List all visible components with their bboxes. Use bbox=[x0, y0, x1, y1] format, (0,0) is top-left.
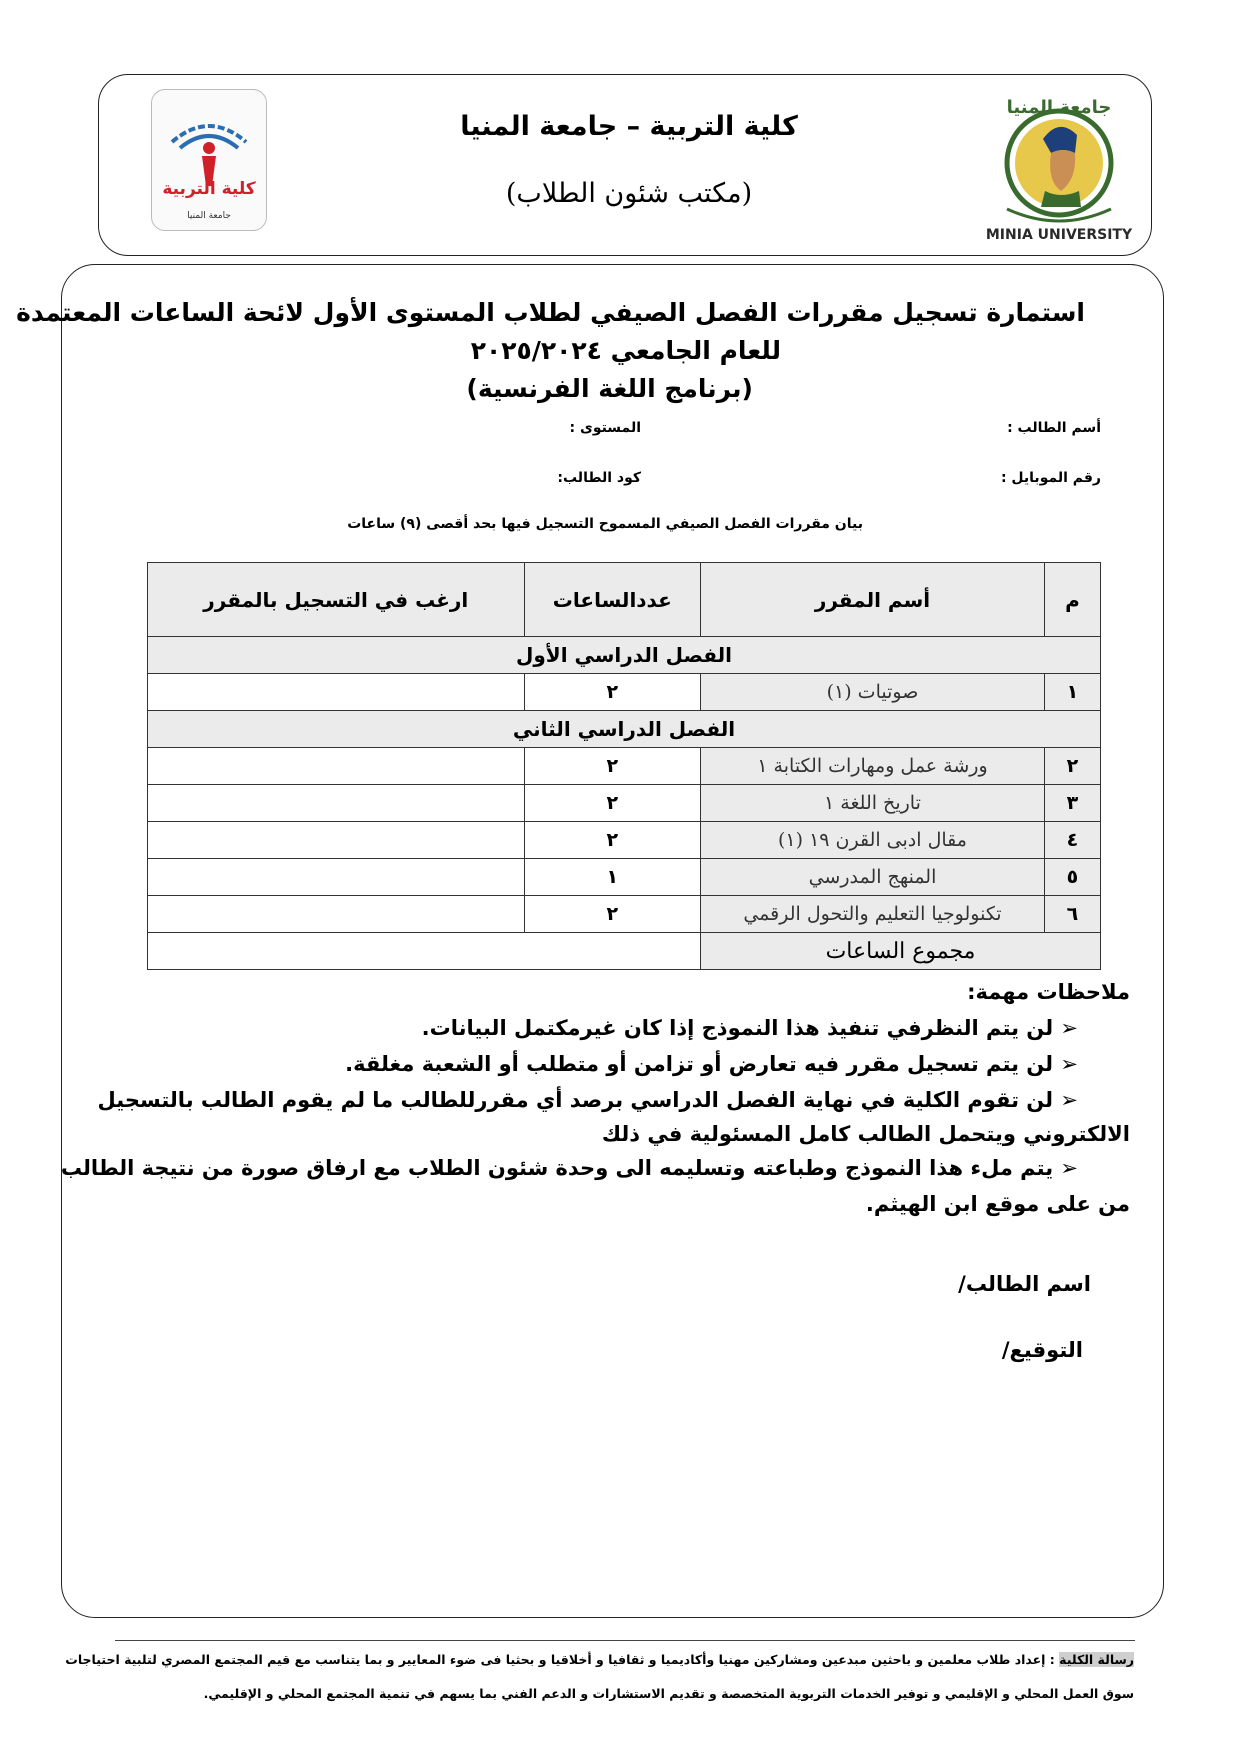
logo-english-text: MINIA UNIVERSITY bbox=[985, 227, 1133, 243]
note-item: ➢ لن تقوم الكلية في نهاية الفصل الدراسي برصد أي مقررللطالب ما لم يقوم الطالب بالتسجيل bbox=[97, 1088, 1078, 1112]
row-hours: ١ bbox=[524, 859, 701, 896]
row-num: ٣ bbox=[1044, 785, 1100, 822]
table-row bbox=[148, 896, 1101, 933]
footer-line2: سوق العمل المحلي و الإقليمي و توفير الخدمات التربوية المتخصصة و تقديم الاستشارات و الدعم الفني بما يسهم في تنمية المجتمع المحلي و الإقليمي. bbox=[203, 1686, 1134, 1701]
row-hours: ٢ bbox=[524, 896, 701, 933]
row-num: ٢ bbox=[1044, 748, 1100, 785]
bullet-icon: ➢ bbox=[1060, 1088, 1078, 1112]
mobile-label: رقم الموبايل : bbox=[1000, 470, 1101, 486]
total-hours-label: مجموع الساعات bbox=[701, 933, 1101, 970]
register-cell[interactable] bbox=[148, 859, 525, 896]
row-course-name: ورشة عمل ومهارات الكتابة ١ bbox=[701, 748, 1045, 785]
register-cell[interactable] bbox=[148, 674, 525, 711]
notes-section bbox=[60, 980, 1130, 1240]
row-course-name: المنهج المدرسي bbox=[701, 859, 1045, 896]
minia-university-logo bbox=[951, 91, 1191, 246]
table-header-row bbox=[148, 563, 1101, 637]
notes-heading: ملاحظات مهمة: bbox=[967, 980, 1130, 1004]
bullet-icon: ➢ bbox=[1060, 1016, 1078, 1040]
register-cell[interactable] bbox=[148, 896, 525, 933]
table-row bbox=[148, 748, 1101, 785]
row-num: ١ bbox=[1044, 674, 1100, 711]
register-cell[interactable] bbox=[148, 748, 525, 785]
total-hours-cell[interactable] bbox=[148, 933, 701, 970]
right-logo-sub: جامعة المنيا bbox=[187, 211, 231, 221]
header-hours: عددالساعات bbox=[524, 563, 701, 637]
footer-line1: رسالة الكلية : إعداد طلاب معلمين و باحثين مبدعين ومشاركين مهنيا وأكاديميا و ثقافيا و أخلاقيا و بحثيا فى ضوء المعايير و بما يتناسب مع قيم المجتمع المصري لتلبية احتياجات bbox=[65, 1652, 1134, 1667]
semester-row bbox=[148, 637, 1101, 674]
signature-label: التوقيع/ bbox=[1001, 1338, 1083, 1362]
register-cell[interactable] bbox=[148, 785, 525, 822]
row-course-name: صوتيات (١) bbox=[701, 674, 1045, 711]
form-title-line3: (برنامج اللغة الفرنسية) bbox=[466, 374, 753, 403]
footer-divider bbox=[115, 1640, 1135, 1641]
semester1-label: الفصل الدراسي الأول bbox=[148, 637, 1101, 674]
student-name-label: أسم الطالب : bbox=[1007, 420, 1101, 436]
row-num: ٤ bbox=[1044, 822, 1100, 859]
header-register: ارغب في التسجيل بالمقرر bbox=[148, 563, 525, 637]
row-hours: ٢ bbox=[524, 822, 701, 859]
student-name-sign-label: اسم الطالب/ bbox=[958, 1272, 1091, 1296]
row-course-name: تكنولوجيا التعليم والتحول الرقمي bbox=[701, 896, 1045, 933]
header-box bbox=[98, 74, 1152, 256]
semester-row bbox=[148, 711, 1101, 748]
table-row bbox=[148, 785, 1101, 822]
note-item: ➢ يتم ملء هذا النموذج وطباعته وتسليمه الى وحدة شئون الطلاب مع ارفاق صورة من نتيجة الطالب bbox=[60, 1156, 1078, 1180]
courses-table bbox=[147, 562, 1101, 970]
row-course-name: تاريخ اللغة ١ bbox=[701, 785, 1045, 822]
bullet-icon: ➢ bbox=[1060, 1052, 1078, 1076]
header-num: م bbox=[1044, 563, 1100, 637]
row-course-name: مقال ادبى القرن ١٩ (١) bbox=[701, 822, 1045, 859]
row-hours: ٢ bbox=[524, 785, 701, 822]
row-hours: ٢ bbox=[524, 748, 701, 785]
level-label: المستوى : bbox=[569, 420, 641, 436]
mission-label: رسالة الكلية bbox=[1059, 1652, 1134, 1667]
right-logo-text: كلية التربية bbox=[162, 179, 256, 199]
table-row bbox=[148, 859, 1101, 896]
note-item-continued: من على موقع ابن الهيثم. bbox=[865, 1192, 1130, 1216]
form-title-line1: استمارة تسجيل مقررات الفصل الصيفي لطلاب المستوى الأول لائحة الساعات المعتمدة bbox=[16, 298, 1085, 327]
form-title-line2: للعام الجامعي ٢٠٢٥/٢٠٢٤ bbox=[470, 336, 781, 365]
note-item: ➢ لن يتم تسجيل مقرر فيه تعارض أو تزامن أو متطلب أو الشعبة مغلقة. bbox=[345, 1052, 1078, 1076]
bullet-icon: ➢ bbox=[1060, 1156, 1078, 1180]
table-row bbox=[148, 822, 1101, 859]
faculty-title: كلية التربية – جامعة المنيا bbox=[460, 111, 798, 142]
logo-arabic-text: جامعة المنيا bbox=[1006, 97, 1112, 118]
header-course-name: أسم المقرر bbox=[701, 563, 1045, 637]
row-num: ٥ bbox=[1044, 859, 1100, 896]
row-hours: ٢ bbox=[524, 674, 701, 711]
row-num: ٦ bbox=[1044, 896, 1100, 933]
total-row bbox=[148, 933, 1101, 970]
register-cell[interactable] bbox=[148, 822, 525, 859]
note-item: ➢ لن يتم النظرفي تنفيذ هذا النموذج إذا كان غيرمكتمل البيانات. bbox=[421, 1016, 1078, 1040]
student-code-label: كود الطالب: bbox=[557, 470, 641, 486]
semester2-label: الفصل الدراسي الثاني bbox=[148, 711, 1101, 748]
statement-text: بيان مقررات الفصل الصيفي المسموح التسجيل فيها بحد أقصى (٩) ساعات bbox=[347, 516, 863, 532]
office-title: (مكتب شئون الطلاب) bbox=[505, 178, 753, 209]
table-row bbox=[148, 674, 1101, 711]
faculty-of-education-logo bbox=[151, 89, 267, 231]
note-item-continued: الالكتروني ويتحمل الطالب كامل المسئولية في ذلك bbox=[601, 1122, 1130, 1146]
